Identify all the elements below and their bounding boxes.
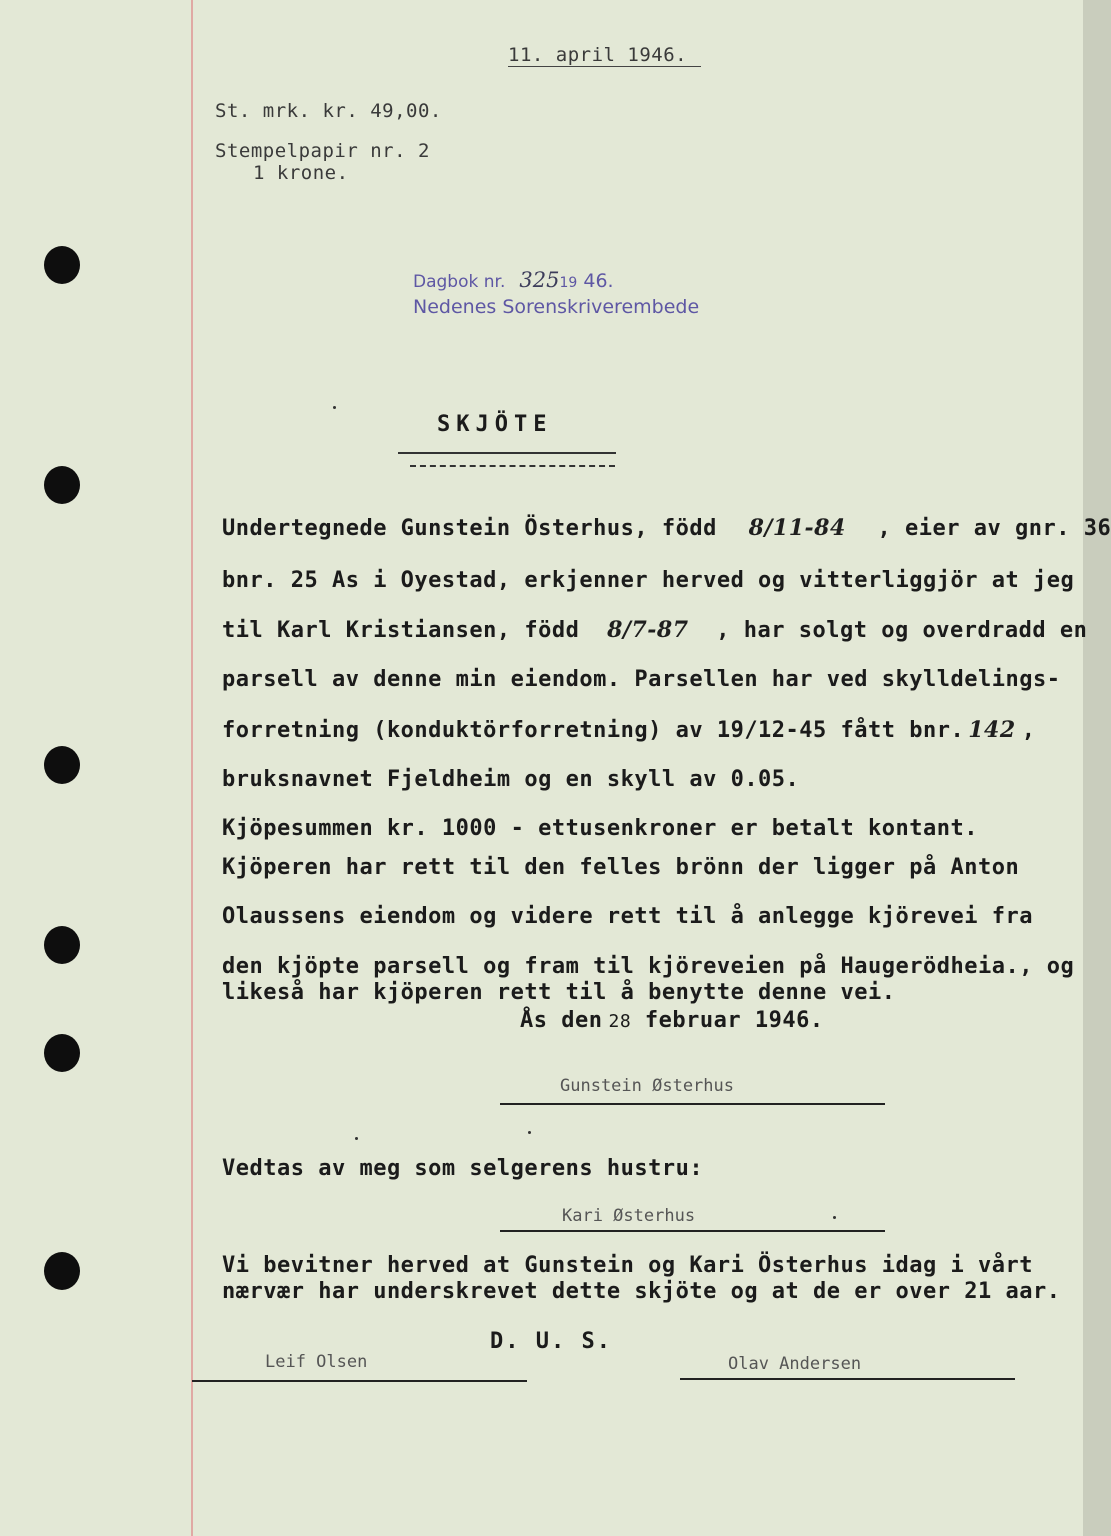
witness-statement-2: nærvær har underskrevet dette skjöte og at de er over 21 aar. xyxy=(222,1279,1061,1304)
date-underline xyxy=(508,66,701,67)
punch-hole xyxy=(44,746,80,784)
ink-dot xyxy=(355,1137,358,1140)
body-line-2: bnr. 25 As i Oyestad, erkjenner herved og vitterliggjör at jeg xyxy=(222,568,1075,593)
punch-hole xyxy=(44,466,80,504)
ink-dot xyxy=(528,1131,531,1134)
body-text: forretning (konduktörforretning) av 19/12-45 fått bnr. xyxy=(222,718,965,743)
ink-dot xyxy=(333,406,336,409)
body-line-9: Olaussens eiendom og videre rett til å anlegge kjörevei fra xyxy=(222,904,1033,929)
ink-dot xyxy=(833,1216,836,1219)
handwritten-birthdate-buyer: 8/7-87 xyxy=(607,617,689,643)
body-text: , har solgt og overdradd en xyxy=(716,618,1088,643)
dus-abbreviation: D. U. S. xyxy=(490,1329,612,1354)
body-line-4: parsell av denne min eiendom. Parsellen har ved skylldelings- xyxy=(222,667,1061,692)
body-line-11: likeså har kjöperen rett til å benytte denne vei. xyxy=(222,980,896,1005)
margin-rule xyxy=(191,0,193,1536)
witness-left-line xyxy=(192,1380,527,1382)
body-text: til Karl Kristiansen, född xyxy=(222,618,580,643)
registry-number: 325 xyxy=(519,268,560,292)
seller-signature: Gunstein Østerhus xyxy=(560,1076,734,1096)
registry-year-suffix: 46. xyxy=(583,270,614,292)
body-text: Ås den xyxy=(520,1008,603,1033)
handwritten-plot-number: 142 xyxy=(968,717,1016,743)
stamp-paper-value: 1 krone. xyxy=(253,162,349,184)
stamp-paper-label: Stempelpapir nr. 2 xyxy=(215,140,430,162)
document-date: 11. april 1946. xyxy=(508,44,688,66)
punch-hole xyxy=(44,1034,80,1072)
punch-hole xyxy=(44,926,80,964)
stamp-fee: St. mrk. kr. 49,00. xyxy=(215,100,442,122)
document-title: SKJÖTE xyxy=(437,412,553,437)
witness-left-signature: Leif Olsen xyxy=(265,1352,368,1372)
punch-hole xyxy=(44,1252,80,1290)
body-line-8: Kjöperen har rett til den felles brönn der ligger på Anton xyxy=(222,855,1020,880)
body-text: , xyxy=(1021,718,1036,743)
body-line-3 xyxy=(222,617,1087,643)
body-text: februar 1946. xyxy=(644,1008,824,1033)
place-date-day: 28 xyxy=(608,1011,632,1032)
body-line-5 xyxy=(222,717,1035,743)
body-line-1 xyxy=(222,515,1111,541)
witness-right-line xyxy=(680,1378,1015,1380)
registry-stamp-line xyxy=(413,268,614,292)
place-and-date xyxy=(520,1008,824,1033)
punch-hole xyxy=(44,246,80,284)
seller-signature-line xyxy=(500,1103,885,1105)
title-underline xyxy=(398,452,616,454)
body-line-7: Kjöpesummen kr. 1000 - ettusenkroner er betalt kontant. xyxy=(222,816,978,841)
body-text: Undertegnede Gunstein Österhus, född xyxy=(222,516,717,541)
handwritten-birthdate-seller: 8/11-84 xyxy=(748,515,846,541)
registry-label: Dagbok nr. xyxy=(413,272,506,292)
witness-right-signature: Olav Andersen xyxy=(728,1354,862,1374)
registry-office: Nedenes Sorenskriverembede xyxy=(413,296,700,318)
wife-signature: Kari Østerhus xyxy=(562,1206,696,1226)
body-line-10: den kjöpte parsell og fram til kjöreveien på Haugerödheia., og xyxy=(222,954,1075,979)
consent-text: Vedtas av meg som selgerens hustru: xyxy=(222,1156,704,1181)
title-dashes xyxy=(410,465,615,467)
registry-year-prefix: 19 xyxy=(559,275,578,291)
body-text: , eier av gnr. 36 xyxy=(877,516,1111,541)
wife-signature-line xyxy=(500,1230,885,1232)
witness-statement-1: Vi bevitner herved at Gunstein og Kari Österhus idag i vårt xyxy=(222,1253,1033,1278)
body-line-6: bruksnavnet Fjeldheim og en skyll av 0.05. xyxy=(222,767,800,792)
